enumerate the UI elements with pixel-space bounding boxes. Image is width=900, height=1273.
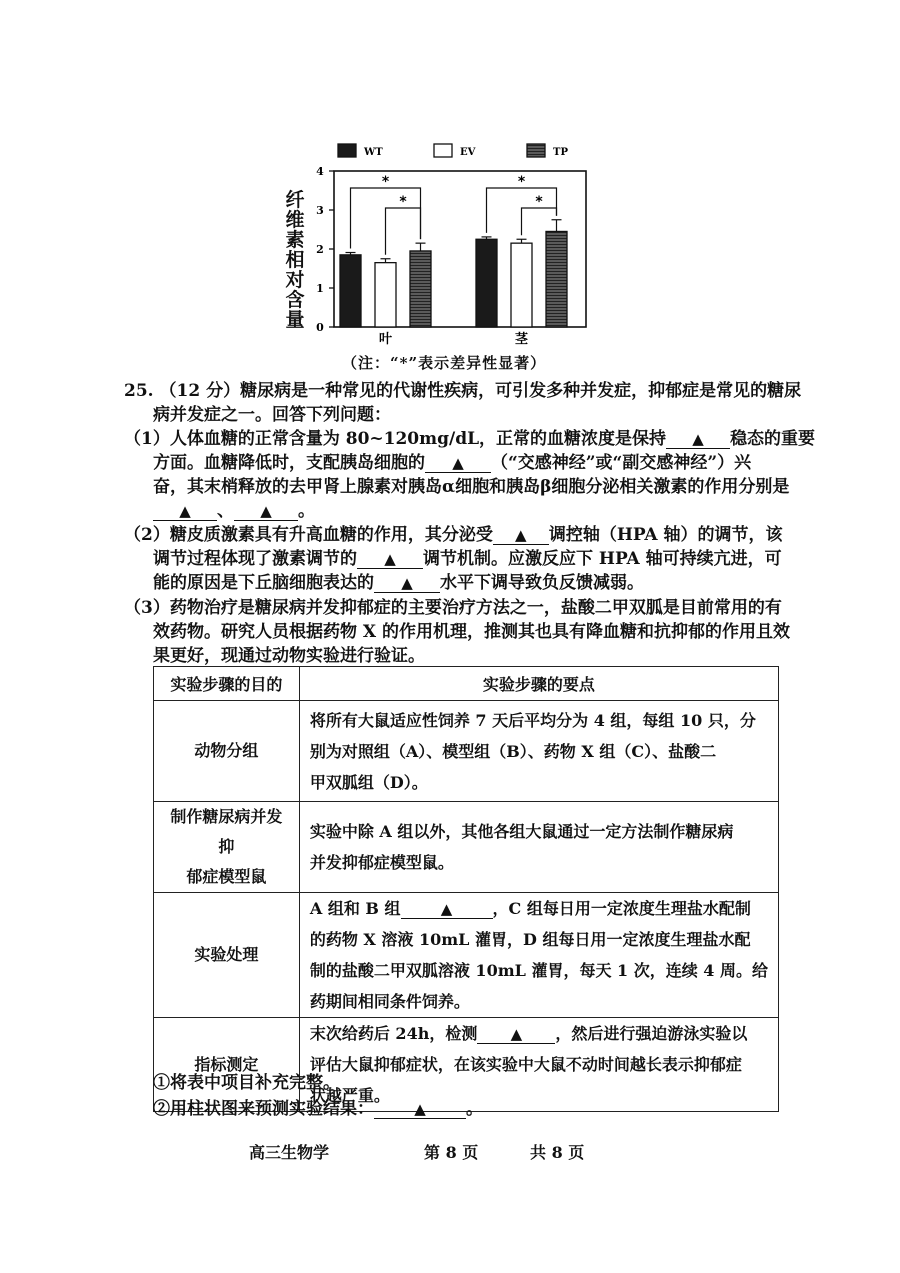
p2-text: 能的原因是下丘脑细胞表达的	[153, 573, 374, 593]
followup-1: ①将表中项目补充完整。	[153, 1073, 340, 1093]
footer-subject: 高三生物学	[249, 1143, 330, 1162]
points-line	[310, 1018, 768, 1049]
answer-blank[interactable]	[493, 526, 549, 545]
p2-line2	[153, 548, 782, 570]
footer-total: 共 8 页	[530, 1143, 585, 1162]
p2-line1	[124, 524, 783, 546]
significance-bracket	[386, 208, 421, 255]
significance-star: *	[399, 194, 407, 210]
answer-blank[interactable]	[357, 550, 423, 569]
triangle-icon: ▲	[510, 1025, 523, 1043]
row-points	[299, 893, 778, 1018]
legend-label: EV	[460, 147, 476, 158]
p1-line1	[124, 428, 815, 450]
triangle-icon: ▲	[692, 430, 704, 448]
points-line	[310, 893, 768, 924]
y-tick-label: 3	[316, 204, 324, 217]
period: 。	[466, 1099, 483, 1119]
answer-blank[interactable]	[374, 1100, 466, 1119]
table-row	[154, 893, 779, 1018]
triangle-icon: ▲	[401, 574, 413, 592]
bar-ev	[511, 243, 532, 327]
points-line: 药期间相同条件饲养。	[309, 992, 470, 1011]
p2-line3	[153, 572, 644, 594]
p3-line3: 果更好，现通过动物实验进行验证。	[153, 646, 425, 666]
table-row	[154, 802, 779, 893]
legend-label: TP	[553, 147, 568, 158]
significance-star: *	[381, 174, 390, 190]
answer-blank[interactable]	[374, 574, 440, 593]
row-purpose: 指标测定	[154, 1018, 300, 1112]
p1-text: （1）人体血糖的正常含量为 80~120mg/dL，正常的血糖浓度是保持	[124, 429, 667, 449]
p3-line2: 效药物。研究人员根据药物 X 的作用机理，推测其也具有降血糖和抗抑郁的作用且效	[153, 622, 791, 642]
p1-line2	[153, 452, 751, 474]
table-row	[154, 701, 779, 802]
bar-wt	[340, 255, 361, 327]
bar-ev	[375, 263, 396, 327]
points-line: 甲双胍组（D）。	[309, 772, 428, 792]
p3-line1: （3）药物治疗是糖尿病并发抑郁症的主要治疗方法之一，盐酸二甲双胍是目前常用的有	[124, 598, 782, 618]
p1-line4	[153, 500, 315, 522]
points-line: 的药物 X 溶液 10mL 灌胃，D 组每日用一定浓度生理盐水配	[309, 930, 751, 949]
separator: 、	[217, 501, 234, 521]
points-text: ，然后进行强迫游泳实验以	[555, 1024, 748, 1043]
points-line: 实验中除 A 组以外，其他各组大鼠通过一定方法制作糖尿病	[309, 822, 734, 841]
x-category-label: 叶	[378, 332, 393, 347]
y-title-char: 素	[285, 229, 305, 251]
followup-text: ②用柱状图来预测实验结果：	[153, 1099, 374, 1119]
p2-text: 调节过程体现了激素调节的	[153, 549, 357, 569]
answer-blank[interactable]	[425, 454, 491, 473]
p2-text: （2）糖皮质激素具有升高血糖的作用，其分泌受	[124, 525, 493, 545]
triangle-icon: ▲	[179, 502, 191, 520]
points-text: A 组和 B 组	[309, 899, 401, 918]
cellulose-bar-chart	[270, 135, 600, 365]
bar-wt	[476, 239, 497, 327]
triangle-icon: ▲	[440, 900, 453, 918]
figure-note: （注：“*”表示差异性显著）	[342, 354, 547, 372]
bar-tp	[410, 251, 431, 327]
row-points	[299, 701, 778, 802]
y-tick-label: 0	[316, 321, 324, 334]
y-title-char: 相	[285, 249, 305, 271]
row-purpose: 动物分组	[154, 701, 300, 802]
legend-label: WT	[364, 147, 383, 158]
points-line: 评估大鼠抑郁症状，在该实验中大鼠不动时间越长表示抑郁症	[309, 1055, 742, 1074]
table-header-row	[154, 667, 779, 701]
y-tick-label: 4	[316, 165, 324, 178]
x-category-label: 茎	[514, 332, 529, 347]
points-line: 并发抑郁症模型鼠。	[309, 853, 454, 872]
header-purpose: 实验步骤的目的	[154, 667, 300, 701]
legend-swatch	[338, 144, 356, 157]
triangle-icon: ▲	[452, 454, 464, 472]
p1-text: 方面。血糖降低时，支配胰岛细胞的	[153, 453, 425, 473]
y-title-char: 量	[285, 309, 305, 331]
points-line: 制的盐酸二甲双胍溶液 10mL 灌胃，每天 1 次，连续 4 周。给	[309, 961, 768, 980]
bar-tp	[546, 231, 567, 327]
significance-star: *	[517, 174, 526, 190]
points-line: 状越严重。	[309, 1086, 390, 1105]
answer-blank[interactable]	[666, 430, 730, 449]
y-tick-label: 2	[316, 243, 324, 256]
y-title-char: 维	[285, 209, 305, 231]
period: 。	[298, 501, 315, 521]
triangle-icon: ▲	[384, 550, 396, 568]
experiment-table	[153, 666, 779, 1112]
triangle-icon: ▲	[515, 526, 527, 544]
row-purpose	[154, 802, 300, 893]
header-points: 实验步骤的要点	[299, 667, 778, 701]
triangle-icon: ▲	[414, 1100, 426, 1118]
answer-blank[interactable]	[477, 1025, 555, 1044]
answer-blank[interactable]	[401, 900, 493, 919]
p1-text: （“交感神经”或“副交感神经”）兴	[491, 453, 752, 473]
purpose-line: 制作糖尿病并发抑	[170, 807, 283, 856]
p2-text: 调控轴（HPA 轴）的调节，该	[548, 525, 783, 545]
y-title-char: 含	[285, 289, 305, 311]
points-line: 别为对照组（A）、模型组（B）、药物 X 组（C）、盐酸二	[309, 741, 717, 761]
q25-line1: 25. （12 分）糖尿病是一种常见的代谢性疾病，可引发多种并发症，抑郁症是常见的糖尿	[124, 381, 802, 401]
p2-text: 水平下调导致负反馈减弱。	[440, 573, 644, 593]
purpose-line: 郁症模型鼠	[186, 867, 267, 886]
p1-text: 稳态的重要	[730, 429, 816, 449]
p1-line3: 奋，其末梢释放的去甲肾上腺素对胰岛α细胞和胰岛β细胞分泌相关激素的作用分别是	[153, 477, 790, 497]
points-text: 末次给药后 24h，检测	[309, 1024, 478, 1043]
footer-page: 第 8 页	[424, 1143, 479, 1162]
legend-swatch	[527, 144, 545, 157]
y-title-char: 对	[285, 269, 305, 291]
answer-blank[interactable]	[234, 502, 298, 521]
y-tick-label: 1	[316, 282, 324, 295]
y-title-char: 纤	[285, 189, 305, 211]
triangle-icon: ▲	[260, 502, 272, 520]
legend-swatch	[434, 144, 452, 157]
points-text: ，C 组每日用一定浓度生理盐水配制	[492, 899, 751, 918]
q25-line2: 病并发症之一。回答下列问题：	[153, 405, 391, 425]
row-purpose: 实验处理	[154, 893, 300, 1018]
followup-2	[153, 1098, 483, 1120]
p2-text: 调节机制。应激反应下 HPA 轴可持续亢进，可	[423, 549, 782, 569]
points-line: 将所有大鼠适应性饲养 7 天后平均分为 4 组，每组 10 只，分	[309, 710, 756, 730]
answer-blank[interactable]	[153, 502, 217, 521]
significance-star: *	[535, 194, 543, 210]
row-points	[299, 802, 778, 893]
